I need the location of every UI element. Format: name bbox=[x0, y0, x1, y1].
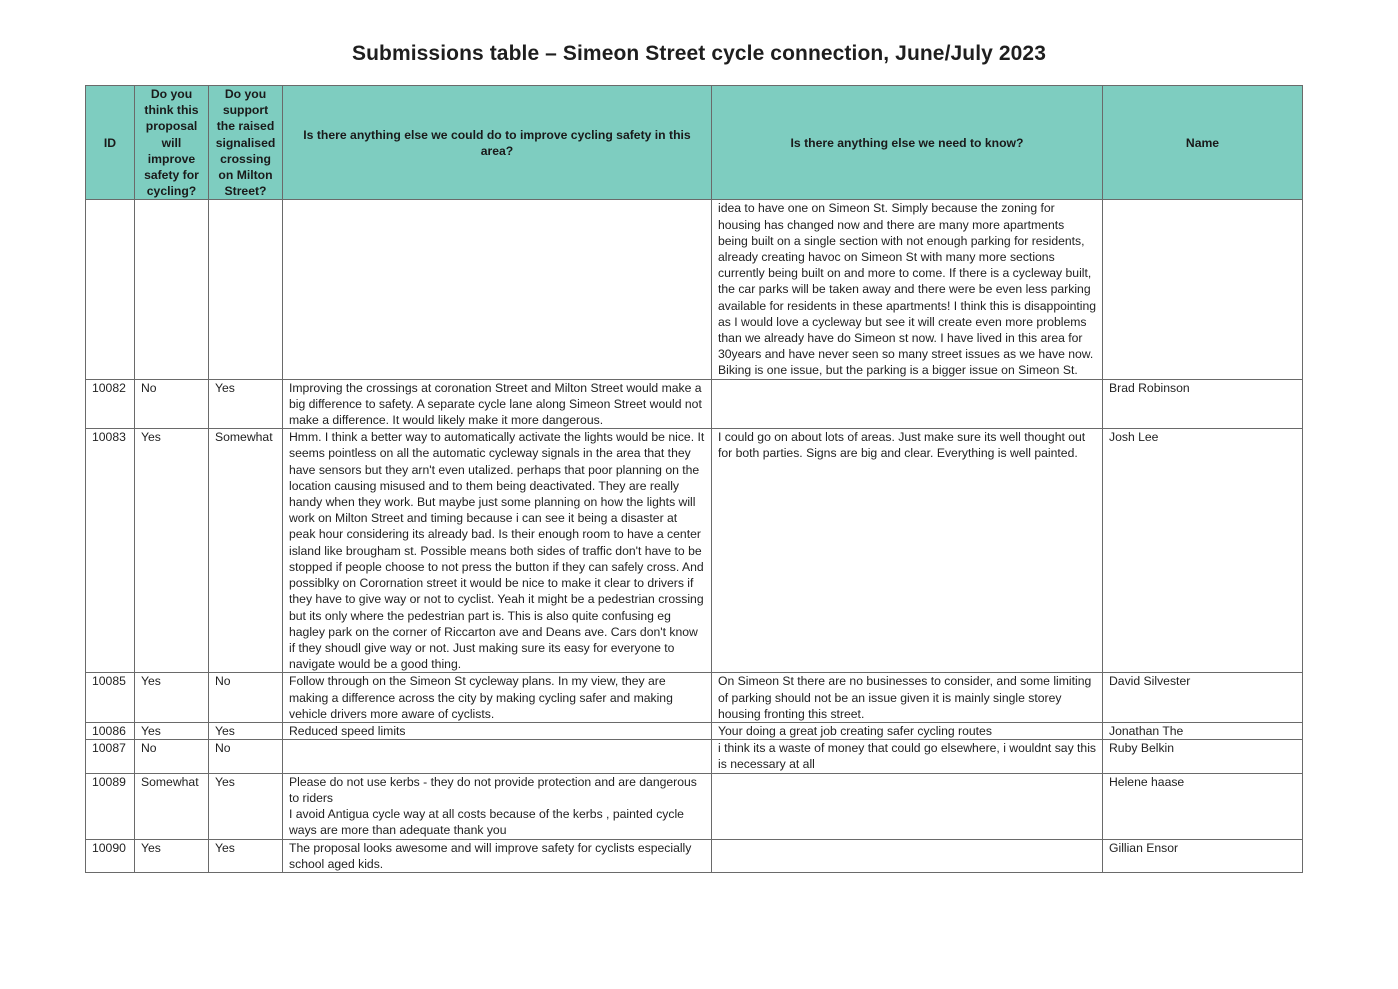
cell-improve-safety: Yes bbox=[135, 839, 209, 872]
cell-name: Gillian Ensor bbox=[1103, 839, 1303, 872]
cell-id: 10089 bbox=[86, 773, 135, 839]
cell-support-crossing: Yes bbox=[209, 379, 283, 429]
cell-support-crossing bbox=[209, 200, 283, 379]
cell-support-crossing: Yes bbox=[209, 839, 283, 872]
cell-improve-safety: Somewhat bbox=[135, 773, 209, 839]
cell-id: 10085 bbox=[86, 673, 135, 723]
cell-improve-cycling-safety: Hmm. I think a better way to automatically activate the lights would be nice. It seems pointless on all the automatic cycleway signals in the area that they have sensors but they arn't even utalized. perhaps that poor planning on the location causing misused and to them being deactivated. They are really handy when they work. But maybe just some planning on how the lights will work on Milton Street and timing because i can see it being a disaster at peak hour considering its already bad. Is their enough room to have a center island like brougham st. Possible means both sides of traffic don't have to be stopped if people choose to not press the button if they can safely cross. And possiblky on Corornation street it would be nice to make it clear to drivers if they have to give way or not to cyclist. Yeah it might be a pedestrian crossing but its only where the pedestrian part is. This is also quite confusing eg hagley park on the corner of Riccarton ave and Deans ave. Cars don't know if they shoudl give way or not. Just making sure its easy for everyone to navigate would be a good thing. bbox=[283, 429, 712, 673]
table-row bbox=[86, 379, 1303, 429]
table-row bbox=[86, 722, 1303, 739]
cell-support-crossing: No bbox=[209, 673, 283, 723]
cell-anything-else: i think its a waste of money that could go elsewhere, i wouldnt say this is necessary at all bbox=[712, 740, 1103, 773]
header-support-crossing: Do you support the raised signalised crossing on Milton Street? bbox=[209, 86, 283, 200]
cell-name: David Silvester bbox=[1103, 673, 1303, 723]
cell-id: 10090 bbox=[86, 839, 135, 872]
cell-improve-safety: Yes bbox=[135, 673, 209, 723]
page-title: Submissions table – Simeon Street cycle connection, June/July 2023 bbox=[351, 42, 1046, 65]
header-id: ID bbox=[86, 86, 135, 200]
table-row bbox=[86, 839, 1303, 872]
cell-support-crossing: No bbox=[209, 740, 283, 773]
cell-support-crossing: Yes bbox=[209, 773, 283, 839]
cell-name: Jonathan The bbox=[1103, 722, 1303, 739]
cell-improve-safety: Yes bbox=[135, 722, 209, 739]
cell-id: 10082 bbox=[86, 379, 135, 429]
submissions-table bbox=[85, 85, 1303, 873]
table-row bbox=[86, 773, 1303, 839]
cell-name: Helene haase bbox=[1103, 773, 1303, 839]
cell-anything-else bbox=[712, 379, 1103, 429]
table-row bbox=[86, 429, 1303, 673]
cell-anything-else: idea to have one on Simeon St. Simply because the zoning for housing has changed now and there are many more apartments being built on a single section with not enough parking for residents, already creating havoc on Simeon St with many more sections currently being built on and more to come. If there is a cycleway built, the car parks will be taken away and there were be even less parking available for residents in these apartments! I think this is disappointing as I would love a cycleway but see it will create even more problems than we already have do Simeon st now. I have lived in this area for 30years and have never seen so many street issues as we have now. Biking is one issue, but the parking is a bigger issue on Simeon St. bbox=[712, 200, 1103, 379]
cell-anything-else bbox=[712, 839, 1103, 872]
cell-improve-safety: Yes bbox=[135, 429, 209, 673]
table-row bbox=[86, 200, 1303, 379]
cell-improve-safety: No bbox=[135, 740, 209, 773]
cell-improve-cycling-safety: Follow through on the Simeon St cycleway plans. In my view, they are making a difference across the city by making cycling safer and making vehicle drivers more aware of cyclists. bbox=[283, 673, 712, 723]
cell-improve-cycling-safety bbox=[283, 200, 712, 379]
cell-name: Josh Lee bbox=[1103, 429, 1303, 673]
cell-id bbox=[86, 200, 135, 379]
table-row bbox=[86, 673, 1303, 723]
table-header-row bbox=[86, 86, 1303, 200]
cell-support-crossing: Somewhat bbox=[209, 429, 283, 673]
cell-id: 10083 bbox=[86, 429, 135, 673]
header-name: Name bbox=[1103, 86, 1303, 200]
cell-id: 10087 bbox=[86, 740, 135, 773]
cell-name bbox=[1103, 200, 1303, 379]
cell-anything-else: Your doing a great job creating safer cycling routes bbox=[712, 722, 1103, 739]
header-anything-else: Is there anything else we need to know? bbox=[712, 86, 1103, 200]
cell-improve-cycling-safety: Please do not use kerbs - they do not provide protection and are dangerous to riders I avoid Antigua cycle way at all costs because of the kerbs , painted cycle ways are more than adequate thank you bbox=[283, 773, 712, 839]
header-improve-cycling-safety: Is there anything else we could do to improve cycling safety in this area? bbox=[283, 86, 712, 200]
cell-improve-safety: No bbox=[135, 379, 209, 429]
table-row bbox=[86, 740, 1303, 773]
cell-improve-cycling-safety bbox=[283, 740, 712, 773]
header-improve-safety: Do you think this proposal will improve safety for cycling? bbox=[135, 86, 209, 200]
cell-anything-else: On Simeon St there are no businesses to consider, and some limiting of parking should not be an issue given it is mainly single storey housing fronting this street. bbox=[712, 673, 1103, 723]
cell-anything-else: I could go on about lots of areas. Just make sure its well thought out for both parties. Signs are big and clear. Everything is well painted. bbox=[712, 429, 1103, 673]
cell-support-crossing: Yes bbox=[209, 722, 283, 739]
cell-improve-cycling-safety: Improving the crossings at coronation Street and Milton Street would make a big difference to safety. A separate cycle lane along Simeon Street would not make a difference. It would likely make it more dangerous. bbox=[283, 379, 712, 429]
cell-id: 10086 bbox=[86, 722, 135, 739]
cell-name: Ruby Belkin bbox=[1103, 740, 1303, 773]
cell-improve-cycling-safety: The proposal looks awesome and will improve safety for cyclists especially school aged kids. bbox=[283, 839, 712, 872]
cell-anything-else bbox=[712, 773, 1103, 839]
cell-improve-cycling-safety: Reduced speed limits bbox=[283, 722, 712, 739]
cell-name: Brad Robinson bbox=[1103, 379, 1303, 429]
cell-improve-safety bbox=[135, 200, 209, 379]
